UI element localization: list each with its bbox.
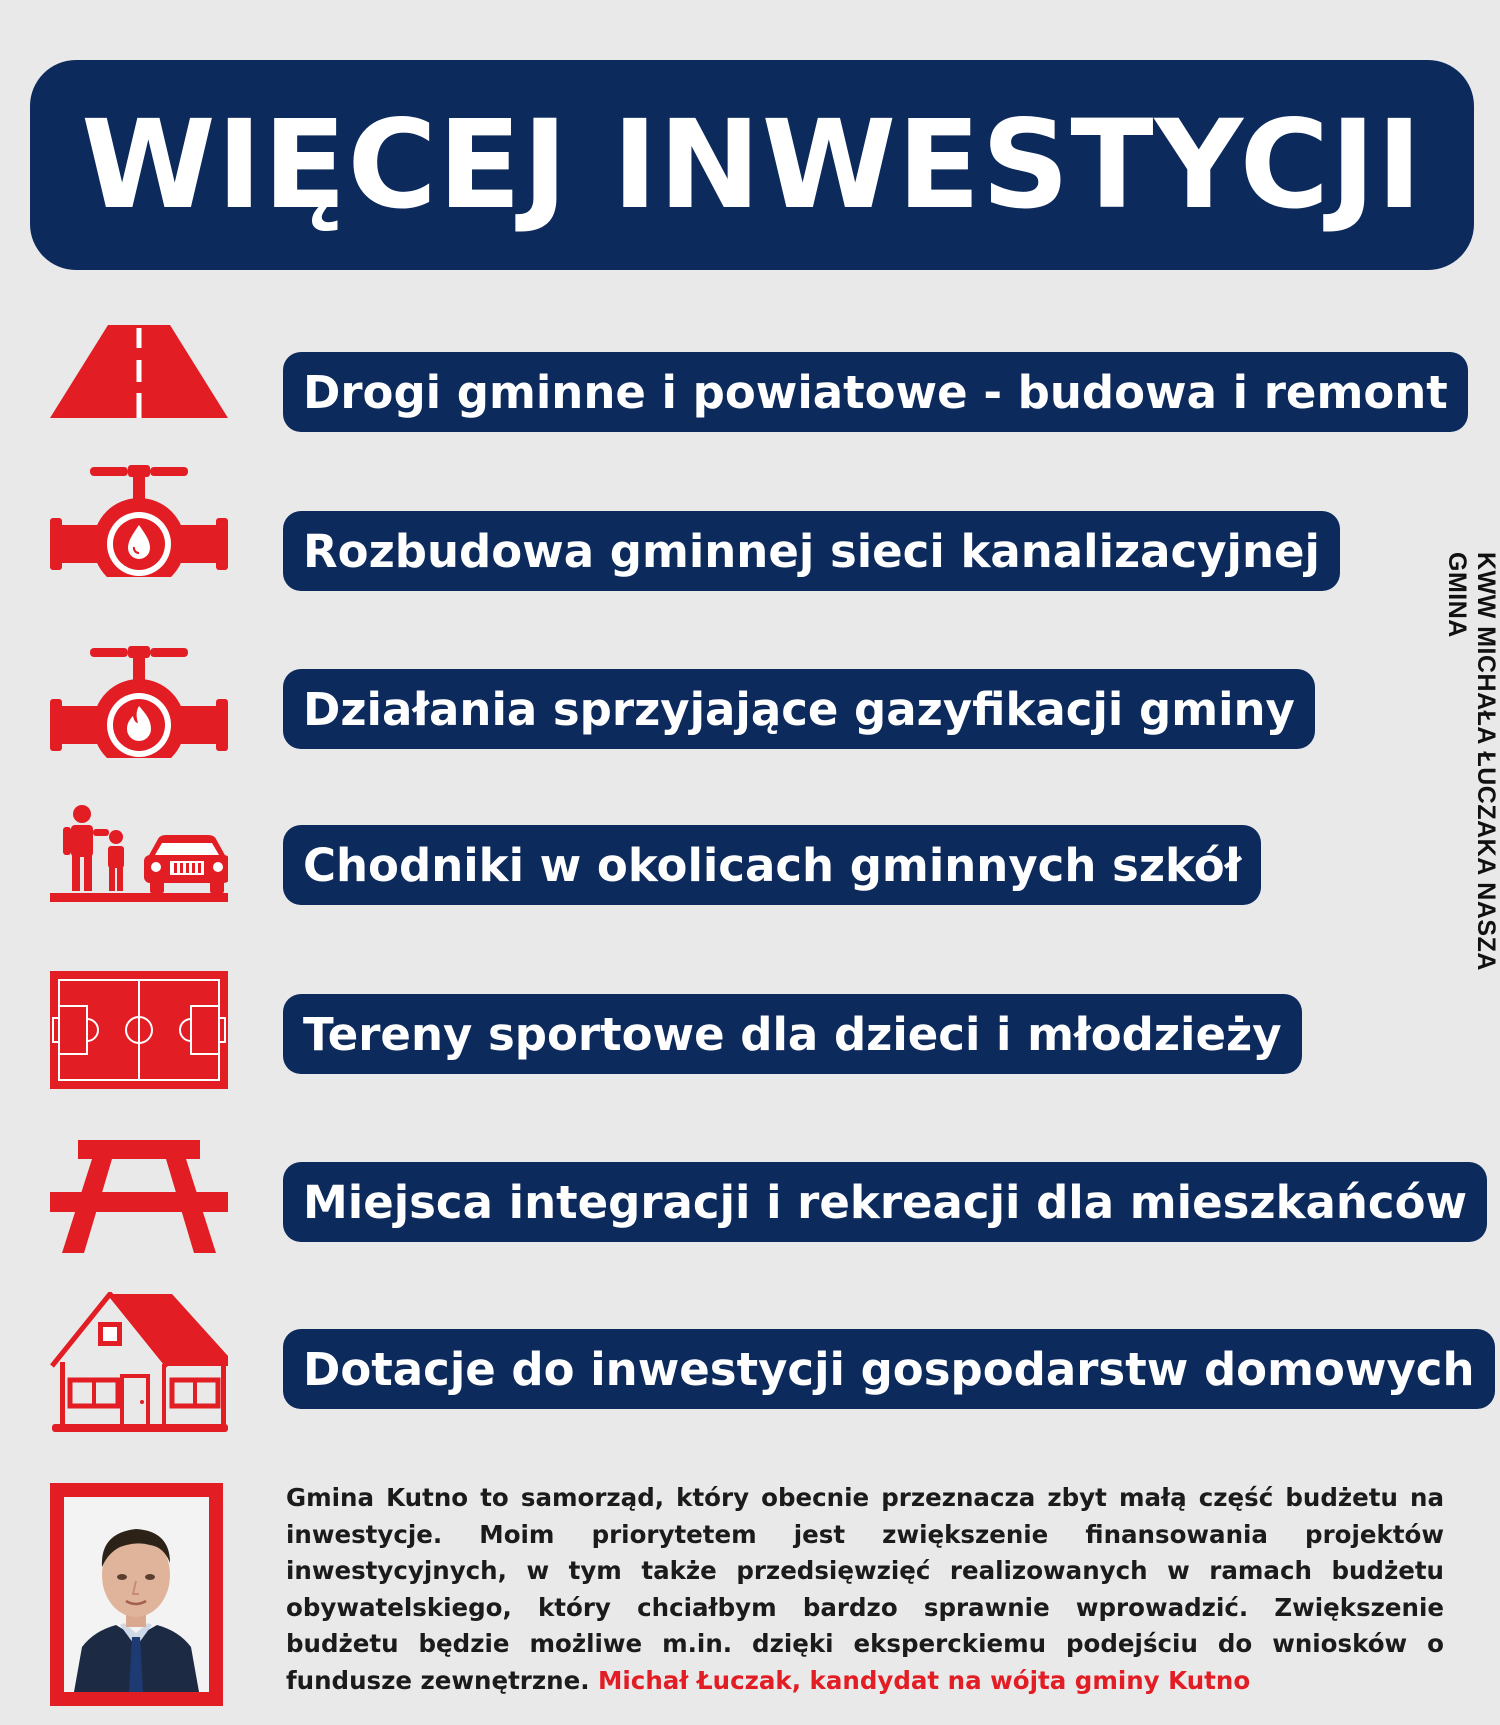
item-label: Chodniki w okolicach gminnych szkół bbox=[303, 838, 1242, 892]
candidate-photo bbox=[64, 1497, 209, 1692]
statement-body: Gmina Kutno to samorząd, który obecnie przeznacza zbyt małą część budżetu na inwestycje. Moim priorytetem jest zwiększenie finansowania projektów inwestycyjnych, w tym także przedsięwzięć realizowanych w ramach budżetu obywatelskiego, który chciałbym bardzo sprawnie wprowadzić. Zwiększenie budżetu będzie możliwe m.in. dzięki eksperckiemu podejściu do wniosków o fundusze zewnętrzne. bbox=[286, 1483, 1444, 1695]
candidate-statement bbox=[286, 1480, 1444, 1699]
item-label: Miejsca integracji i rekreacji dla mieszkańców bbox=[303, 1175, 1468, 1229]
item-label: Drogi gminne i powiatowe - budowa i remont bbox=[303, 365, 1448, 419]
item-label: Rozbudowa gminnej sieci kanalizacyjnej bbox=[303, 524, 1320, 578]
sports-field-icon bbox=[50, 971, 228, 1089]
picnic-table-icon bbox=[50, 1140, 228, 1253]
item-pill-sidewalks bbox=[283, 825, 1261, 905]
house-icon bbox=[50, 1292, 228, 1434]
title-banner bbox=[30, 60, 1474, 270]
gas-pipe-valve-icon bbox=[50, 646, 228, 758]
item-pill-recreation bbox=[283, 1162, 1487, 1242]
road-icon bbox=[50, 325, 228, 418]
pedestrians-car-icon bbox=[50, 805, 228, 902]
item-pill-sports bbox=[283, 994, 1302, 1074]
statement-signature: Michał Łuczak, kandydat na wójta gminy Kutno bbox=[598, 1665, 1251, 1695]
water-pipe-valve-icon bbox=[50, 465, 228, 577]
item-pill-gas bbox=[283, 669, 1315, 749]
committee-label: KWW MICHAŁA ŁUCZAKA NASZA GMINA bbox=[1443, 552, 1500, 970]
item-pill-sewage bbox=[283, 511, 1340, 591]
item-pill-roads bbox=[283, 352, 1468, 432]
item-label: Dotacje do inwestycji gospodarstw domowych bbox=[303, 1342, 1475, 1396]
item-pill-household-grants bbox=[283, 1329, 1495, 1409]
page-title: WIĘCEJ INWESTYCJI bbox=[81, 94, 1423, 236]
candidate-photo-frame bbox=[50, 1483, 223, 1706]
item-label: Działania sprzyjające gazyfikacji gminy bbox=[303, 682, 1295, 736]
item-label: Tereny sportowe dla dzieci i młodzieży bbox=[303, 1007, 1282, 1061]
